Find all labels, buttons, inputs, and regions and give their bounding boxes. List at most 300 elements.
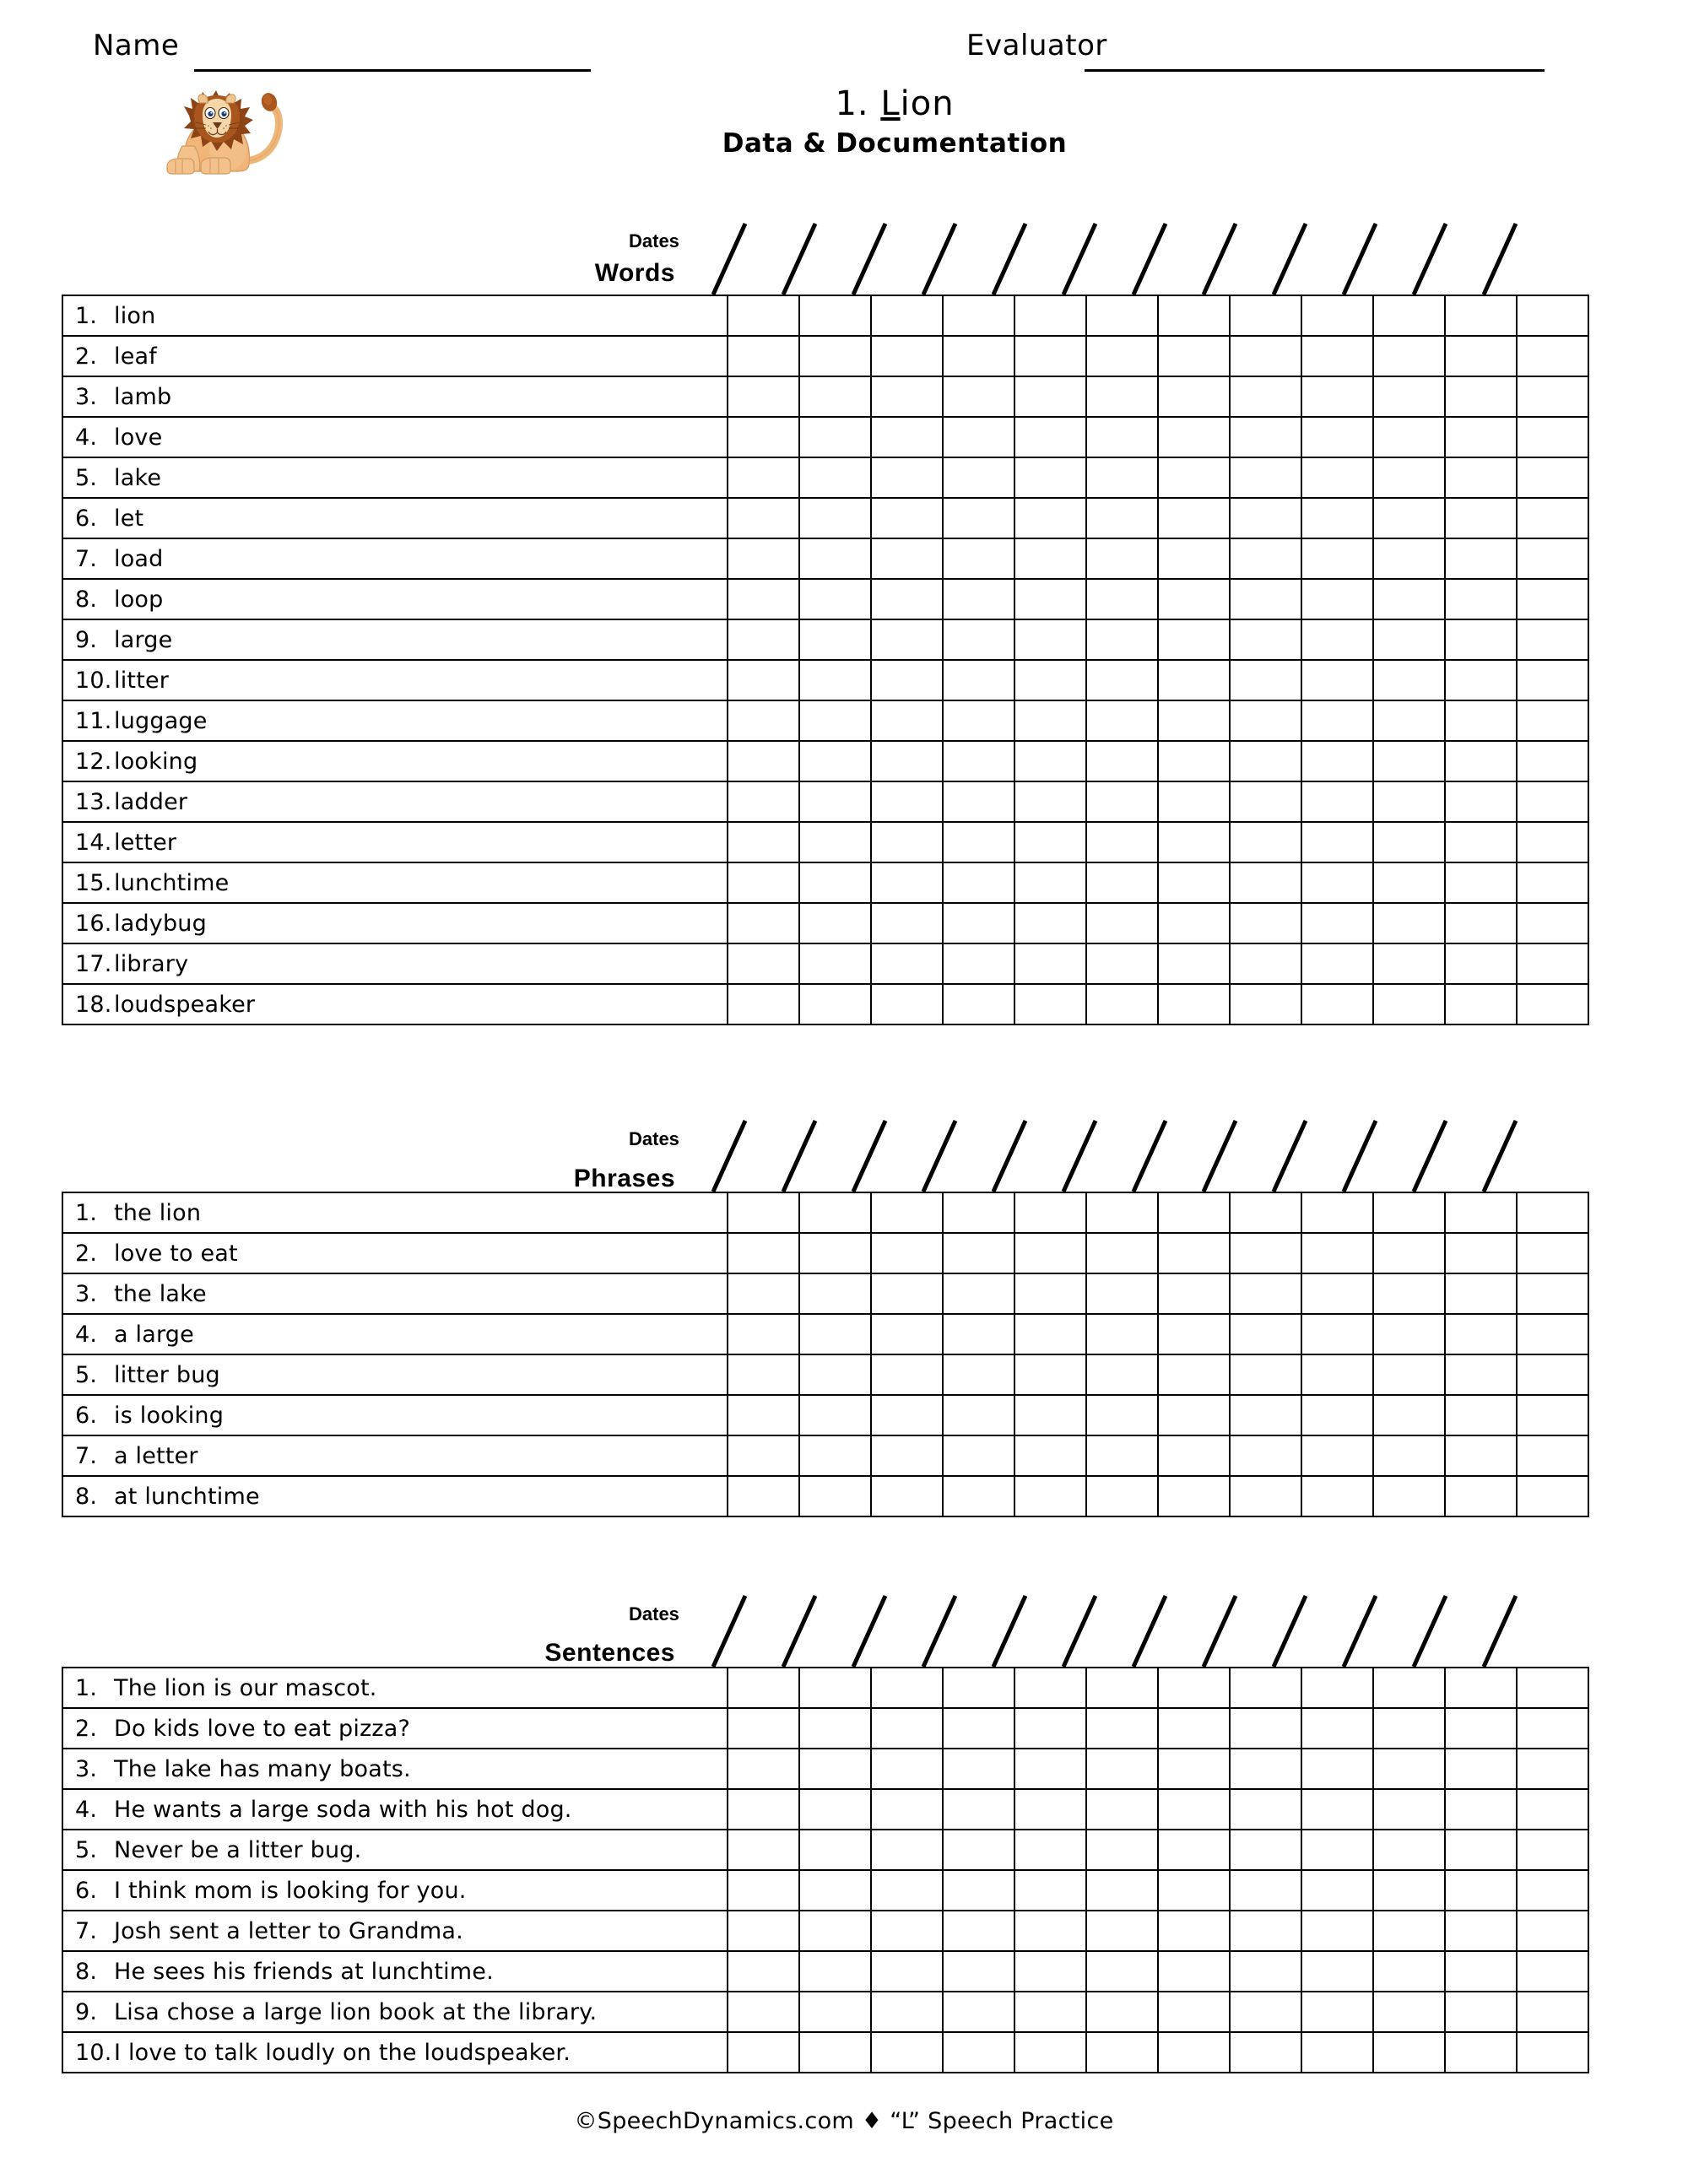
date-score-cell[interactable] xyxy=(1158,417,1230,457)
date-score-cell[interactable] xyxy=(943,498,1014,538)
date-score-cell[interactable] xyxy=(1445,1830,1517,1870)
date-score-cell[interactable] xyxy=(871,1395,943,1435)
date-score-cell[interactable] xyxy=(943,538,1014,579)
date-score-cell[interactable] xyxy=(1158,700,1230,741)
date-score-cell[interactable] xyxy=(1301,1870,1373,1911)
date-column-slash[interactable] xyxy=(1063,1596,1096,1667)
date-score-cell[interactable] xyxy=(1014,700,1086,741)
date-score-cell[interactable] xyxy=(1086,1749,1158,1789)
date-score-cell[interactable] xyxy=(1445,1476,1517,1516)
date-score-cell[interactable] xyxy=(799,1314,871,1354)
date-score-cell[interactable] xyxy=(728,1992,799,2032)
date-score-cell[interactable] xyxy=(1517,1476,1588,1516)
date-score-cell[interactable] xyxy=(728,1273,799,1314)
date-score-cell[interactable] xyxy=(1014,417,1086,457)
date-score-cell[interactable] xyxy=(1014,336,1086,376)
date-score-cell[interactable] xyxy=(1445,660,1517,700)
date-score-cell[interactable] xyxy=(1301,984,1373,1024)
date-score-cell[interactable] xyxy=(1230,1435,1301,1476)
date-score-cell[interactable] xyxy=(1014,457,1086,498)
date-score-cell[interactable] xyxy=(1158,1395,1230,1435)
date-score-cell[interactable] xyxy=(1158,1314,1230,1354)
date-score-cell[interactable] xyxy=(1517,498,1588,538)
date-score-cell[interactable] xyxy=(728,903,799,943)
date-score-cell[interactable] xyxy=(1445,1354,1517,1395)
date-score-cell[interactable] xyxy=(1230,579,1301,619)
date-score-cell[interactable] xyxy=(1301,903,1373,943)
date-score-cell[interactable] xyxy=(1445,903,1517,943)
date-score-cell[interactable] xyxy=(1373,1192,1445,1233)
date-score-cell[interactable] xyxy=(728,579,799,619)
date-score-cell[interactable] xyxy=(1086,1192,1158,1233)
date-score-cell[interactable] xyxy=(1158,457,1230,498)
date-score-cell[interactable] xyxy=(728,619,799,660)
date-column-slash[interactable] xyxy=(1274,224,1306,295)
date-score-cell[interactable] xyxy=(1373,1749,1445,1789)
date-score-cell[interactable] xyxy=(1445,1951,1517,1992)
date-score-cell[interactable] xyxy=(1086,1233,1158,1273)
date-score-cell[interactable] xyxy=(1014,1314,1086,1354)
date-score-cell[interactable] xyxy=(1158,741,1230,781)
date-column-slash[interactable] xyxy=(783,1121,815,1192)
date-score-cell[interactable] xyxy=(1301,1789,1373,1830)
date-score-cell[interactable] xyxy=(1517,579,1588,619)
date-score-cell[interactable] xyxy=(943,417,1014,457)
date-score-cell[interactable] xyxy=(943,1354,1014,1395)
date-column-slash[interactable] xyxy=(1484,1596,1516,1667)
date-score-cell[interactable] xyxy=(1086,1870,1158,1911)
date-score-cell[interactable] xyxy=(799,1476,871,1516)
date-score-cell[interactable] xyxy=(1014,1233,1086,1273)
date-score-cell[interactable] xyxy=(1230,1708,1301,1749)
date-score-cell[interactable] xyxy=(1301,1911,1373,1951)
date-score-cell[interactable] xyxy=(1373,862,1445,903)
date-score-cell[interactable] xyxy=(1445,1911,1517,1951)
date-score-cell[interactable] xyxy=(1230,984,1301,1024)
date-score-cell[interactable] xyxy=(871,943,943,984)
date-score-cell[interactable] xyxy=(943,822,1014,862)
date-score-cell[interactable] xyxy=(943,1992,1014,2032)
name-blank-line[interactable] xyxy=(194,69,591,72)
date-score-cell[interactable] xyxy=(943,741,1014,781)
date-score-cell[interactable] xyxy=(728,1951,799,1992)
date-score-cell[interactable] xyxy=(1014,822,1086,862)
date-column-slash[interactable] xyxy=(783,224,815,295)
date-score-cell[interactable] xyxy=(1445,1435,1517,1476)
date-score-cell[interactable] xyxy=(728,1435,799,1476)
date-score-cell[interactable] xyxy=(799,457,871,498)
date-score-cell[interactable] xyxy=(871,862,943,903)
date-score-cell[interactable] xyxy=(1445,498,1517,538)
date-score-cell[interactable] xyxy=(1230,336,1301,376)
date-score-cell[interactable] xyxy=(1445,781,1517,822)
date-score-cell[interactable] xyxy=(871,619,943,660)
date-score-cell[interactable] xyxy=(1014,1435,1086,1476)
date-score-cell[interactable] xyxy=(1230,457,1301,498)
date-score-cell[interactable] xyxy=(871,336,943,376)
date-score-cell[interactable] xyxy=(1158,295,1230,336)
date-score-cell[interactable] xyxy=(1301,295,1373,336)
date-score-cell[interactable] xyxy=(799,660,871,700)
date-score-cell[interactable] xyxy=(943,1273,1014,1314)
date-score-cell[interactable] xyxy=(871,376,943,417)
date-score-cell[interactable] xyxy=(1301,943,1373,984)
date-score-cell[interactable] xyxy=(871,1789,943,1830)
date-score-cell[interactable] xyxy=(1301,1354,1373,1395)
date-score-cell[interactable] xyxy=(1445,862,1517,903)
date-score-cell[interactable] xyxy=(1230,1911,1301,1951)
date-score-cell[interactable] xyxy=(799,2032,871,2073)
date-score-cell[interactable] xyxy=(1230,498,1301,538)
date-score-cell[interactable] xyxy=(728,1395,799,1435)
date-score-cell[interactable] xyxy=(1373,619,1445,660)
date-score-cell[interactable] xyxy=(1086,1668,1158,1708)
date-score-cell[interactable] xyxy=(1301,1749,1373,1789)
date-score-cell[interactable] xyxy=(1230,660,1301,700)
date-score-cell[interactable] xyxy=(1445,984,1517,1024)
date-score-cell[interactable] xyxy=(1517,1314,1588,1354)
date-score-cell[interactable] xyxy=(1445,822,1517,862)
date-score-cell[interactable] xyxy=(1445,295,1517,336)
date-column-slash[interactable] xyxy=(993,1596,1025,1667)
date-score-cell[interactable] xyxy=(1373,943,1445,984)
date-score-cell[interactable] xyxy=(728,498,799,538)
date-score-cell[interactable] xyxy=(1373,498,1445,538)
date-score-cell[interactable] xyxy=(1086,984,1158,1024)
date-score-cell[interactable] xyxy=(871,1354,943,1395)
date-score-cell[interactable] xyxy=(871,1830,943,1870)
date-score-cell[interactable] xyxy=(1445,1992,1517,2032)
date-score-cell[interactable] xyxy=(1517,1708,1588,1749)
date-score-cell[interactable] xyxy=(1158,1992,1230,2032)
date-score-cell[interactable] xyxy=(1445,619,1517,660)
date-score-cell[interactable] xyxy=(1517,1870,1588,1911)
date-score-cell[interactable] xyxy=(1373,903,1445,943)
date-score-cell[interactable] xyxy=(799,903,871,943)
date-score-cell[interactable] xyxy=(1301,1992,1373,2032)
date-score-cell[interactable] xyxy=(799,1951,871,1992)
date-column-slash[interactable] xyxy=(923,1121,955,1192)
date-score-cell[interactable] xyxy=(1086,417,1158,457)
date-score-cell[interactable] xyxy=(1086,1435,1158,1476)
date-score-cell[interactable] xyxy=(728,700,799,741)
date-score-cell[interactable] xyxy=(1230,538,1301,579)
date-score-cell[interactable] xyxy=(799,781,871,822)
date-score-cell[interactable] xyxy=(1086,1951,1158,1992)
date-score-cell[interactable] xyxy=(1373,376,1445,417)
date-score-cell[interactable] xyxy=(943,1233,1014,1273)
date-score-cell[interactable] xyxy=(1158,903,1230,943)
date-column-slash[interactable] xyxy=(923,1596,955,1667)
date-score-cell[interactable] xyxy=(943,579,1014,619)
date-score-cell[interactable] xyxy=(1086,376,1158,417)
date-score-cell[interactable] xyxy=(871,660,943,700)
date-score-cell[interactable] xyxy=(1158,2032,1230,2073)
date-column-slash[interactable] xyxy=(1133,1596,1166,1667)
date-score-cell[interactable] xyxy=(1301,579,1373,619)
date-score-cell[interactable] xyxy=(1014,1870,1086,1911)
date-score-cell[interactable] xyxy=(943,1708,1014,1749)
date-score-cell[interactable] xyxy=(1373,1951,1445,1992)
date-score-cell[interactable] xyxy=(1517,1395,1588,1435)
date-score-cell[interactable] xyxy=(1445,943,1517,984)
date-score-cell[interactable] xyxy=(871,741,943,781)
date-score-cell[interactable] xyxy=(943,295,1014,336)
date-column-slash[interactable] xyxy=(1204,1121,1236,1192)
date-score-cell[interactable] xyxy=(871,700,943,741)
date-column-slash[interactable] xyxy=(853,224,885,295)
date-score-cell[interactable] xyxy=(1086,1476,1158,1516)
date-score-cell[interactable] xyxy=(1445,2032,1517,2073)
date-score-cell[interactable] xyxy=(728,1911,799,1951)
date-score-cell[interactable] xyxy=(1230,741,1301,781)
date-score-cell[interactable] xyxy=(1014,781,1086,822)
date-column-slash[interactable] xyxy=(1063,1121,1096,1192)
date-score-cell[interactable] xyxy=(1158,862,1230,903)
date-score-cell[interactable] xyxy=(1445,700,1517,741)
date-score-cell[interactable] xyxy=(1230,1789,1301,1830)
date-score-cell[interactable] xyxy=(1517,660,1588,700)
date-column-slash[interactable] xyxy=(1133,1121,1166,1192)
date-score-cell[interactable] xyxy=(1373,1911,1445,1951)
date-score-cell[interactable] xyxy=(728,943,799,984)
date-score-cell[interactable] xyxy=(1301,741,1373,781)
date-score-cell[interactable] xyxy=(1517,457,1588,498)
date-column-slash[interactable] xyxy=(993,1121,1025,1192)
date-score-cell[interactable] xyxy=(1517,1911,1588,1951)
date-score-cell[interactable] xyxy=(1445,417,1517,457)
date-score-cell[interactable] xyxy=(799,538,871,579)
date-score-cell[interactable] xyxy=(943,1830,1014,1870)
date-score-cell[interactable] xyxy=(1230,295,1301,336)
date-score-cell[interactable] xyxy=(1014,741,1086,781)
date-score-cell[interactable] xyxy=(943,1668,1014,1708)
date-score-cell[interactable] xyxy=(1301,336,1373,376)
date-score-cell[interactable] xyxy=(1086,579,1158,619)
date-score-cell[interactable] xyxy=(1158,943,1230,984)
date-score-cell[interactable] xyxy=(799,984,871,1024)
date-score-cell[interactable] xyxy=(1086,619,1158,660)
date-score-cell[interactable] xyxy=(1373,1870,1445,1911)
date-score-cell[interactable] xyxy=(1517,781,1588,822)
date-score-cell[interactable] xyxy=(1230,1951,1301,1992)
date-score-cell[interactable] xyxy=(871,1870,943,1911)
date-score-cell[interactable] xyxy=(1086,538,1158,579)
date-score-cell[interactable] xyxy=(1086,1354,1158,1395)
date-score-cell[interactable] xyxy=(1230,1192,1301,1233)
date-column-slash[interactable] xyxy=(1274,1121,1306,1192)
date-score-cell[interactable] xyxy=(1230,1354,1301,1395)
date-score-cell[interactable] xyxy=(871,1435,943,1476)
date-column-slash[interactable] xyxy=(713,1596,745,1667)
date-score-cell[interactable] xyxy=(1373,1395,1445,1435)
date-score-cell[interactable] xyxy=(1445,1233,1517,1273)
date-score-cell[interactable] xyxy=(1301,457,1373,498)
date-score-cell[interactable] xyxy=(943,1314,1014,1354)
date-score-cell[interactable] xyxy=(1158,538,1230,579)
date-score-cell[interactable] xyxy=(1301,1668,1373,1708)
date-score-cell[interactable] xyxy=(1373,457,1445,498)
date-score-cell[interactable] xyxy=(1445,376,1517,417)
evaluator-blank-line[interactable] xyxy=(1085,69,1545,72)
date-score-cell[interactable] xyxy=(1517,862,1588,903)
date-score-cell[interactable] xyxy=(943,2032,1014,2073)
date-score-cell[interactable] xyxy=(1014,376,1086,417)
date-score-cell[interactable] xyxy=(728,660,799,700)
date-column-slash[interactable] xyxy=(1344,1121,1376,1192)
date-column-slash[interactable] xyxy=(1344,224,1376,295)
date-score-cell[interactable] xyxy=(1086,862,1158,903)
date-score-cell[interactable] xyxy=(1014,1951,1086,1992)
date-score-cell[interactable] xyxy=(943,862,1014,903)
date-score-cell[interactable] xyxy=(1158,781,1230,822)
date-score-cell[interactable] xyxy=(943,1911,1014,1951)
date-score-cell[interactable] xyxy=(1086,1992,1158,2032)
date-score-cell[interactable] xyxy=(1517,943,1588,984)
date-score-cell[interactable] xyxy=(1301,417,1373,457)
date-score-cell[interactable] xyxy=(1230,1273,1301,1314)
date-score-cell[interactable] xyxy=(1373,781,1445,822)
date-score-cell[interactable] xyxy=(728,457,799,498)
date-score-cell[interactable] xyxy=(1301,619,1373,660)
date-score-cell[interactable] xyxy=(871,822,943,862)
date-score-cell[interactable] xyxy=(799,1708,871,1749)
date-column-slash[interactable] xyxy=(1414,1596,1446,1667)
date-score-cell[interactable] xyxy=(728,1233,799,1273)
date-score-cell[interactable] xyxy=(1230,1233,1301,1273)
date-score-cell[interactable] xyxy=(1373,1354,1445,1395)
date-score-cell[interactable] xyxy=(728,822,799,862)
date-score-cell[interactable] xyxy=(1301,781,1373,822)
date-score-cell[interactable] xyxy=(1301,1233,1373,1273)
date-score-cell[interactable] xyxy=(943,660,1014,700)
date-score-cell[interactable] xyxy=(728,1830,799,1870)
date-score-cell[interactable] xyxy=(799,822,871,862)
date-score-cell[interactable] xyxy=(1301,1435,1373,1476)
date-score-cell[interactable] xyxy=(1301,1708,1373,1749)
date-column-slash[interactable] xyxy=(853,1596,885,1667)
date-score-cell[interactable] xyxy=(1230,1992,1301,2032)
date-score-cell[interactable] xyxy=(1517,1233,1588,1273)
date-score-cell[interactable] xyxy=(1373,1314,1445,1354)
date-score-cell[interactable] xyxy=(728,2032,799,2073)
date-score-cell[interactable] xyxy=(1301,1314,1373,1354)
date-score-cell[interactable] xyxy=(871,1911,943,1951)
date-score-cell[interactable] xyxy=(1373,1273,1445,1314)
date-score-cell[interactable] xyxy=(943,943,1014,984)
date-score-cell[interactable] xyxy=(1373,579,1445,619)
date-score-cell[interactable] xyxy=(1158,498,1230,538)
date-score-cell[interactable] xyxy=(799,1789,871,1830)
date-score-cell[interactable] xyxy=(1158,1273,1230,1314)
date-score-cell[interactable] xyxy=(1086,1273,1158,1314)
date-score-cell[interactable] xyxy=(871,1668,943,1708)
date-score-cell[interactable] xyxy=(1517,619,1588,660)
date-score-cell[interactable] xyxy=(799,1870,871,1911)
date-score-cell[interactable] xyxy=(1373,1789,1445,1830)
date-score-cell[interactable] xyxy=(1014,862,1086,903)
date-score-cell[interactable] xyxy=(943,1435,1014,1476)
date-score-cell[interactable] xyxy=(1158,1435,1230,1476)
date-score-cell[interactable] xyxy=(799,1233,871,1273)
date-score-cell[interactable] xyxy=(799,1911,871,1951)
date-score-cell[interactable] xyxy=(871,2032,943,2073)
date-score-cell[interactable] xyxy=(1230,822,1301,862)
date-column-slash[interactable] xyxy=(713,224,745,295)
date-score-cell[interactable] xyxy=(1158,660,1230,700)
date-score-cell[interactable] xyxy=(871,1951,943,1992)
date-score-cell[interactable] xyxy=(1517,903,1588,943)
date-score-cell[interactable] xyxy=(943,1192,1014,1233)
date-score-cell[interactable] xyxy=(728,295,799,336)
date-score-cell[interactable] xyxy=(799,1992,871,2032)
date-score-cell[interactable] xyxy=(799,1668,871,1708)
date-score-cell[interactable] xyxy=(1230,1749,1301,1789)
date-score-cell[interactable] xyxy=(1014,943,1086,984)
date-score-cell[interactable] xyxy=(1230,1395,1301,1435)
date-score-cell[interactable] xyxy=(1445,741,1517,781)
date-score-cell[interactable] xyxy=(728,741,799,781)
date-score-cell[interactable] xyxy=(1014,1395,1086,1435)
date-score-cell[interactable] xyxy=(871,579,943,619)
date-score-cell[interactable] xyxy=(799,498,871,538)
date-column-slash[interactable] xyxy=(1414,224,1446,295)
date-score-cell[interactable] xyxy=(1086,457,1158,498)
date-score-cell[interactable] xyxy=(871,1314,943,1354)
date-score-cell[interactable] xyxy=(943,619,1014,660)
date-score-cell[interactable] xyxy=(728,538,799,579)
date-score-cell[interactable] xyxy=(1014,1911,1086,1951)
date-column-slash[interactable] xyxy=(993,224,1025,295)
date-score-cell[interactable] xyxy=(1373,336,1445,376)
date-score-cell[interactable] xyxy=(1517,376,1588,417)
date-score-cell[interactable] xyxy=(1445,1749,1517,1789)
date-score-cell[interactable] xyxy=(1158,822,1230,862)
date-score-cell[interactable] xyxy=(1230,619,1301,660)
date-column-slash[interactable] xyxy=(1063,224,1096,295)
date-score-cell[interactable] xyxy=(1086,336,1158,376)
date-score-cell[interactable] xyxy=(1445,1314,1517,1354)
date-score-cell[interactable] xyxy=(1158,336,1230,376)
date-score-cell[interactable] xyxy=(1014,903,1086,943)
date-score-cell[interactable] xyxy=(1230,1476,1301,1516)
date-score-cell[interactable] xyxy=(871,417,943,457)
date-score-cell[interactable] xyxy=(1014,1192,1086,1233)
date-score-cell[interactable] xyxy=(1014,295,1086,336)
date-score-cell[interactable] xyxy=(943,336,1014,376)
date-column-slash[interactable] xyxy=(923,224,955,295)
date-score-cell[interactable] xyxy=(1445,336,1517,376)
date-score-cell[interactable] xyxy=(871,538,943,579)
date-score-cell[interactable] xyxy=(1373,1992,1445,2032)
date-score-cell[interactable] xyxy=(799,943,871,984)
date-column-slash[interactable] xyxy=(1484,224,1516,295)
date-score-cell[interactable] xyxy=(1301,700,1373,741)
date-score-cell[interactable] xyxy=(728,984,799,1024)
date-score-cell[interactable] xyxy=(1517,538,1588,579)
date-score-cell[interactable] xyxy=(1445,1395,1517,1435)
date-score-cell[interactable] xyxy=(1230,1830,1301,1870)
date-score-cell[interactable] xyxy=(871,1749,943,1789)
date-score-cell[interactable] xyxy=(1373,700,1445,741)
date-score-cell[interactable] xyxy=(871,984,943,1024)
date-score-cell[interactable] xyxy=(799,336,871,376)
date-score-cell[interactable] xyxy=(1014,538,1086,579)
date-score-cell[interactable] xyxy=(1517,417,1588,457)
date-score-cell[interactable] xyxy=(799,417,871,457)
date-score-cell[interactable] xyxy=(1373,1233,1445,1273)
date-score-cell[interactable] xyxy=(1230,943,1301,984)
